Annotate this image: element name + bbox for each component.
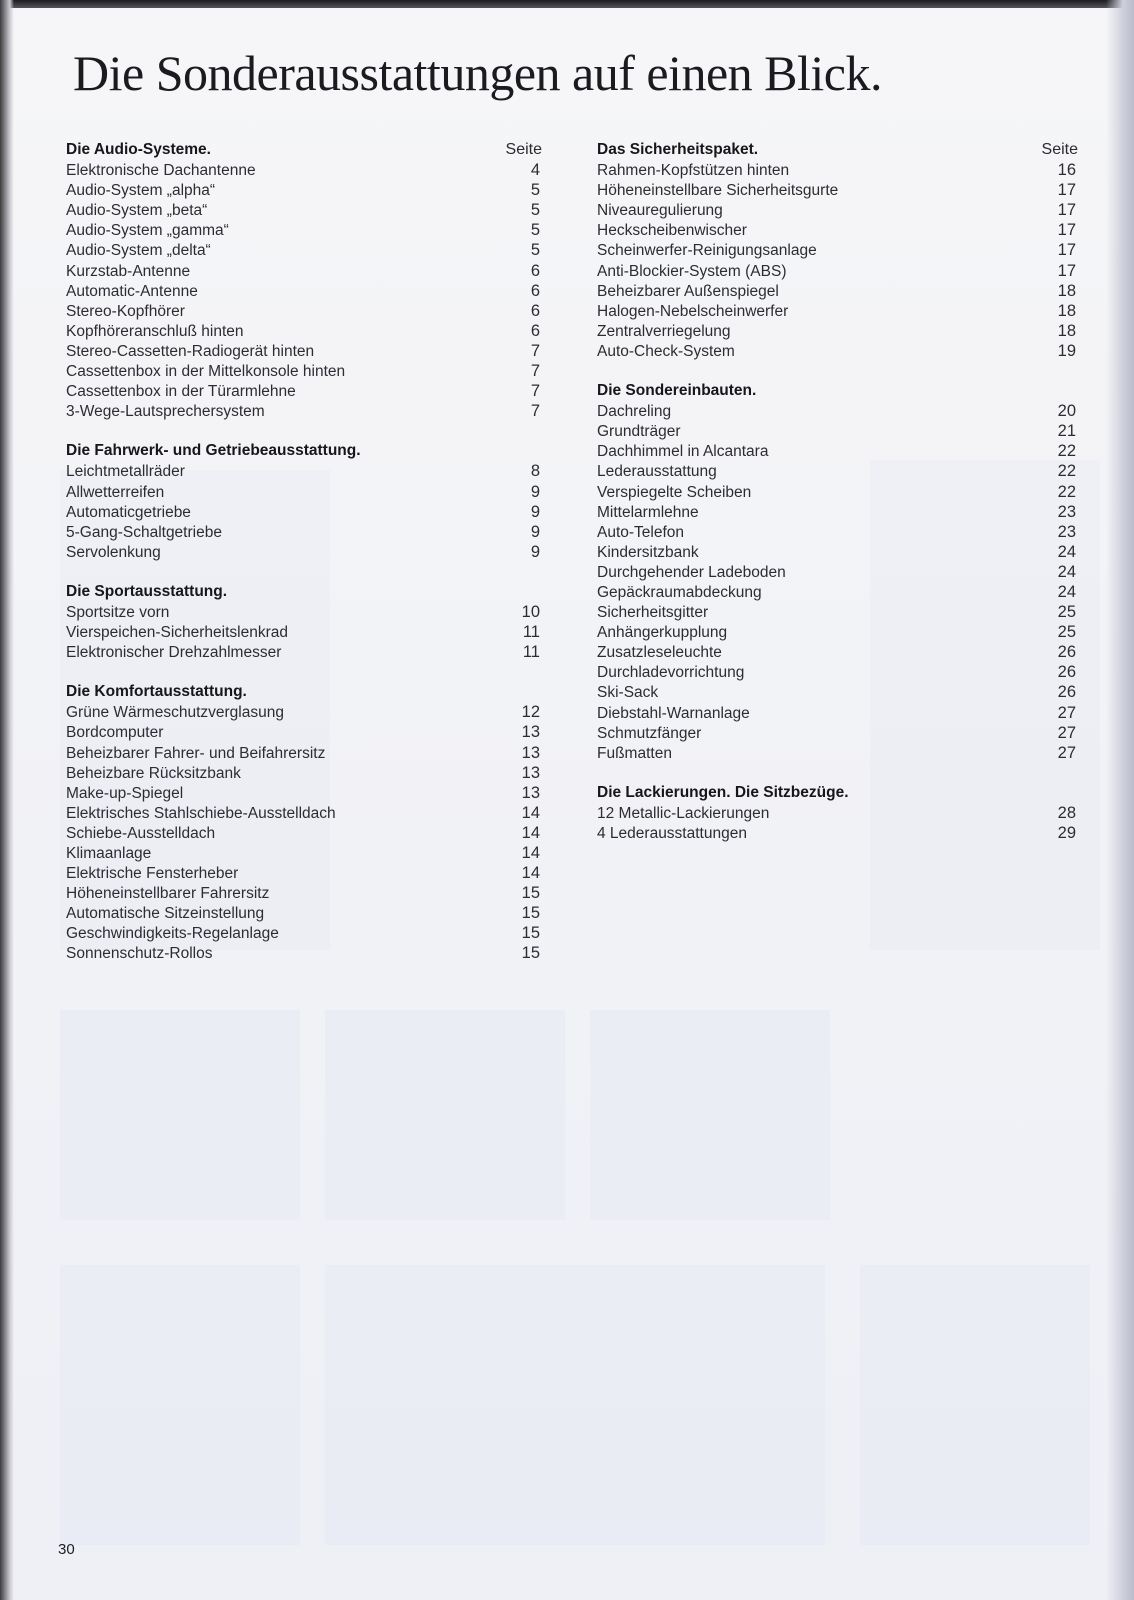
entry-page-number: 24 — [1057, 582, 1076, 601]
entry-label: Anti-Blockier-System (ABS) — [597, 262, 787, 280]
entry-label: Auto-Telefon — [597, 523, 685, 541]
toc-entry — [597, 261, 1082, 281]
section-title: Das Sicherheitspaket. — [597, 141, 759, 158]
left-column — [66, 140, 546, 984]
toc-entry — [66, 180, 546, 200]
entry-page-number: 26 — [1057, 683, 1076, 702]
entry-label: Niveauregulierung — [597, 202, 723, 220]
entry-page-number: 18 — [1057, 301, 1076, 320]
section — [66, 682, 546, 963]
entry-page-number: 14 — [521, 823, 540, 842]
entry-page-number: 14 — [521, 864, 540, 883]
entry-page-number: 15 — [521, 904, 540, 923]
toc-entry — [597, 321, 1082, 341]
entry-label: Sportsitze vorn — [66, 603, 170, 621]
toc-entry — [66, 783, 546, 803]
entry-label: Vierspeichen-Sicherheitslenkrad — [66, 624, 289, 642]
toc-entry — [66, 220, 546, 240]
entry-page-number: 27 — [1057, 723, 1076, 742]
entry-page-number: 11 — [522, 623, 540, 642]
toc-entry — [597, 220, 1082, 240]
entry-label: Audio-System „gamma“ — [66, 222, 229, 240]
entry-label: Beheizbare Rücksitzbank — [66, 764, 241, 782]
entry-page-number: 6 — [530, 281, 540, 300]
page-title: Die Sonderausstattungen auf einen Blick. — [73, 45, 882, 101]
page-right-edge — [1106, 0, 1134, 1600]
toc-entry — [597, 743, 1082, 763]
section-header — [66, 682, 546, 702]
section — [597, 140, 1082, 361]
entry-label: Anhängerkupplung — [597, 624, 728, 642]
entry-page-number: 5 — [530, 201, 540, 220]
entry-label: Halogen-Nebelscheinwerfer — [597, 302, 789, 320]
toc-entry — [66, 763, 546, 783]
entry-label: Automaticgetriebe — [66, 503, 191, 521]
toc-entry — [597, 803, 1082, 823]
show-through-block — [60, 1265, 300, 1545]
toc-entry — [66, 341, 546, 361]
entry-label: Scheinwerfer-Reinigungsanlage — [597, 242, 817, 260]
entry-page-number: 5 — [530, 181, 540, 200]
entry-label: Audio-System „beta“ — [66, 202, 208, 220]
section-header — [66, 441, 546, 461]
toc-entry — [66, 522, 546, 542]
entry-label: Leichtmetallräder — [66, 463, 185, 481]
entry-label: Dachhimmel in Alcantara — [597, 443, 769, 461]
entry-page-number: 28 — [1057, 803, 1076, 822]
toc-entry — [597, 582, 1082, 602]
show-through-block — [60, 1010, 300, 1220]
entry-label: Geschwindigkeits-Regelanlage — [66, 925, 279, 943]
entry-label: Servolenkung — [66, 543, 161, 561]
toc-entry — [597, 502, 1082, 522]
section-header — [66, 582, 546, 602]
entry-label: Bordcomputer — [66, 724, 164, 742]
entry-label: Kindersitzbank — [597, 543, 699, 561]
toc-entry — [66, 240, 546, 260]
section-title: Die Sportausstattung. — [66, 582, 228, 600]
toc-entry — [597, 522, 1082, 542]
entry-label: Stereo-Kopfhörer — [66, 302, 185, 320]
entry-page-number: 17 — [1057, 221, 1076, 240]
toc-entry — [597, 562, 1082, 582]
section — [597, 381, 1082, 763]
entry-label: Gepäckraumabdeckung — [597, 583, 762, 601]
toc-entry — [66, 160, 546, 180]
toc-entry — [66, 903, 546, 923]
entry-label: Automatische Sitzeinstellung — [66, 905, 265, 923]
entry-page-number: 9 — [530, 482, 540, 501]
entry-label: Klimaanlage — [66, 845, 152, 862]
page-number: 30 — [58, 1541, 75, 1558]
entry-label: Durchladevorrichtung — [597, 664, 745, 682]
entry-label: Dachreling — [597, 403, 672, 421]
entry-label: Automatic-Antenne — [66, 282, 198, 300]
entry-label: Zusatzleseleuchte — [597, 644, 722, 662]
entry-label: Stereo-Cassetten-Radiogerät hinten — [66, 342, 315, 360]
entry-page-number: 6 — [530, 301, 540, 320]
entry-label: Lederausstattung — [597, 463, 717, 481]
toc-entry — [66, 401, 546, 421]
toc-entry — [66, 602, 546, 622]
entry-page-number: 25 — [1057, 623, 1076, 642]
entry-label: Elektronische Dachantenne — [66, 162, 256, 180]
entry-label: Make-up-Spiegel — [66, 784, 184, 802]
toc-entry — [597, 642, 1082, 662]
entry-label: Grundträger — [597, 423, 681, 441]
entry-label: Schmutzfänger — [597, 724, 702, 742]
entry-page-number: 27 — [1057, 703, 1076, 722]
entry-label: 4 Lederausstattungen — [597, 825, 747, 842]
entry-page-number: 13 — [521, 763, 540, 782]
show-through-block — [590, 1010, 830, 1220]
toc-entry — [66, 923, 546, 943]
section-title: Die Sondereinbauten. — [597, 382, 757, 400]
toc-entry — [597, 703, 1082, 723]
entry-page-number: 13 — [521, 723, 540, 742]
toc-entry — [66, 803, 546, 823]
toc-entry — [66, 542, 546, 562]
entry-page-number: 26 — [1057, 663, 1076, 682]
entry-page-number: 15 — [521, 944, 540, 963]
section — [597, 783, 1082, 843]
entry-label: Heckscheibenwischer — [597, 222, 747, 240]
toc-entry — [597, 542, 1082, 562]
entry-label: Allwetterreifen — [66, 483, 165, 501]
toc-entry — [597, 401, 1082, 421]
section-title: Die Komfortausstattung. — [66, 683, 247, 701]
section-title: Die Fahrwerk- und Getriebeausstattung. — [66, 442, 361, 460]
toc-entry — [597, 160, 1082, 180]
toc-entry — [66, 200, 546, 220]
toc-entry — [597, 682, 1082, 702]
seite-column-label: Seite — [1041, 141, 1078, 158]
entry-page-number: 17 — [1057, 241, 1076, 260]
section-title: Die Lackierungen. Die Sitzbezüge. — [597, 783, 849, 801]
entry-page-number: 22 — [1057, 482, 1076, 501]
entry-label: Kopfhöreranschluß hinten — [66, 322, 244, 340]
toc-entry — [597, 200, 1082, 220]
entry-page-number: 14 — [521, 844, 540, 862]
entry-label: Diebstahl-Warnanlage — [597, 704, 750, 722]
entry-page-number: 24 — [1057, 542, 1076, 561]
entry-label: Ski-Sack — [597, 684, 659, 702]
entry-label: Sicherheitsgitter — [597, 604, 709, 622]
entry-page-number: 5 — [530, 241, 540, 260]
entry-page-number: 21 — [1057, 422, 1076, 441]
entry-page-number: 7 — [530, 382, 540, 401]
entry-page-number: 13 — [521, 783, 540, 802]
entry-page-number: 23 — [1057, 502, 1076, 521]
toc-entry — [66, 381, 546, 401]
entry-page-number: 12 — [521, 703, 540, 722]
section-title: Die Audio-Systeme. — [66, 141, 211, 158]
entry-label: 12 Metallic-Lackierungen — [597, 804, 770, 822]
entry-page-number: 6 — [530, 321, 540, 340]
entry-page-number: 27 — [1057, 743, 1076, 762]
toc-entry — [597, 482, 1082, 502]
entry-page-number: 20 — [1057, 402, 1076, 421]
toc-entry — [66, 301, 546, 321]
toc-entry — [66, 502, 546, 522]
show-through-block — [325, 1265, 825, 1545]
entry-label: Verspiegelte Scheiben — [597, 483, 752, 501]
entry-page-number: 17 — [1057, 201, 1076, 220]
entry-label: 3-Wege-Lautsprechersystem — [66, 403, 265, 421]
section-header — [597, 140, 1082, 160]
entry-page-number: 9 — [530, 542, 540, 561]
entry-page-number: 15 — [521, 924, 540, 943]
entry-label: Elektrische Fensterheber — [66, 865, 239, 883]
entry-page-number: 26 — [1057, 643, 1076, 662]
toc-entry — [66, 743, 546, 763]
entry-label: Höheneinstellbare Sicherheitsgurte — [597, 182, 839, 200]
page-top-edge — [0, 0, 1134, 8]
entry-label: Elektrisches Stahlschiebe-Ausstelldach — [66, 804, 336, 822]
toc-entry — [597, 602, 1082, 622]
entry-label: Beheizbarer Außenspiegel — [597, 282, 779, 300]
toc-entry — [597, 662, 1082, 682]
seite-column-label: Seite — [505, 141, 542, 158]
toc-entry — [597, 823, 1082, 843]
toc-entry — [597, 180, 1082, 200]
entry-label: Cassettenbox in der Türarmlehne — [66, 383, 296, 401]
entry-label: Mittelarmlehne — [597, 503, 699, 521]
toc-entry — [66, 461, 546, 481]
entry-label: Cassettenbox in der Mittelkonsole hinten — [66, 363, 346, 381]
entry-label: Grüne Wärmeschutzverglasung — [66, 704, 284, 722]
entry-page-number: 5 — [530, 221, 540, 240]
entry-page-number: 8 — [530, 462, 540, 481]
entry-label: Durchgehender Ladeboden — [597, 563, 786, 581]
entry-page-number: 23 — [1057, 522, 1076, 541]
entry-page-number: 13 — [521, 743, 540, 762]
entry-label: Sonnenschutz-Rollos — [66, 945, 213, 963]
entry-page-number: 11 — [522, 643, 540, 662]
toc-entry — [66, 261, 546, 281]
entry-label: 5-Gang-Schaltgetriebe — [66, 523, 222, 541]
toc-entry — [597, 622, 1082, 642]
entry-page-number: 9 — [530, 502, 540, 521]
section-header — [597, 381, 1082, 401]
page-left-edge — [0, 0, 14, 1600]
show-through-block — [860, 1265, 1090, 1545]
section — [66, 140, 546, 421]
toc-entry — [66, 943, 546, 963]
entry-page-number: 17 — [1057, 261, 1076, 280]
entry-label: Audio-System „delta“ — [66, 242, 211, 260]
entry-page-number: 17 — [1057, 181, 1076, 200]
toc-entry — [66, 722, 546, 742]
toc-entry — [66, 281, 546, 301]
entry-label: Elektronischer Drehzahlmesser — [66, 644, 282, 662]
section — [66, 441, 546, 562]
entry-page-number: 7 — [530, 362, 540, 381]
entry-label: Schiebe-Ausstelldach — [66, 824, 216, 842]
toc-entry — [66, 361, 546, 381]
toc-entry — [597, 240, 1082, 260]
entry-page-number: 7 — [530, 402, 540, 421]
entry-page-number: 10 — [521, 602, 540, 621]
entry-page-number: 7 — [530, 341, 540, 360]
entry-page-number: 25 — [1057, 603, 1076, 622]
entry-page-number: 18 — [1057, 281, 1076, 300]
toc-entry — [66, 622, 546, 642]
section-header — [66, 140, 546, 160]
entry-label: Rahmen-Kopfstützen hinten — [597, 162, 790, 180]
toc-entry — [597, 301, 1082, 321]
toc-entry — [597, 441, 1082, 461]
toc-entry — [66, 642, 546, 662]
entry-page-number: 22 — [1057, 442, 1076, 461]
toc-entry — [66, 843, 546, 863]
entry-label: Kurzstab-Antenne — [66, 262, 191, 280]
entry-page-number: 18 — [1057, 321, 1076, 340]
entry-page-number: 4 — [530, 161, 540, 180]
entry-label: Höheneinstellbarer Fahrersitz — [66, 885, 270, 903]
section-header — [597, 783, 1082, 803]
entry-label: Auto-Check-System — [597, 342, 735, 360]
toc-entry — [66, 702, 546, 722]
toc-entry — [66, 823, 546, 843]
toc-entry — [66, 863, 546, 883]
entry-page-number: 16 — [1057, 161, 1076, 180]
entry-label: Zentralverriegelung — [597, 322, 731, 340]
toc-entry — [597, 723, 1082, 743]
entry-page-number: 9 — [530, 522, 540, 541]
entry-page-number: 22 — [1057, 462, 1076, 481]
toc-entry — [597, 281, 1082, 301]
toc-entry — [597, 341, 1082, 361]
entry-page-number: 24 — [1057, 562, 1076, 581]
section — [66, 582, 546, 662]
toc-entry — [597, 461, 1082, 481]
toc-entry — [66, 482, 546, 502]
entry-page-number: 29 — [1057, 824, 1076, 842]
entry-label: Fußmatten — [597, 744, 672, 762]
show-through-block — [325, 1010, 565, 1220]
toc-entry — [66, 321, 546, 341]
entry-label: Beheizbarer Fahrer- und Beifahrersitz — [66, 744, 326, 762]
entry-page-number: 19 — [1057, 341, 1076, 360]
toc-entry — [597, 421, 1082, 441]
entry-label: Audio-System „alpha“ — [66, 182, 216, 200]
toc-entry — [66, 883, 546, 903]
right-column — [597, 140, 1082, 863]
entry-page-number: 6 — [530, 261, 540, 280]
entry-page-number: 15 — [521, 884, 540, 903]
entry-page-number: 14 — [521, 803, 540, 822]
